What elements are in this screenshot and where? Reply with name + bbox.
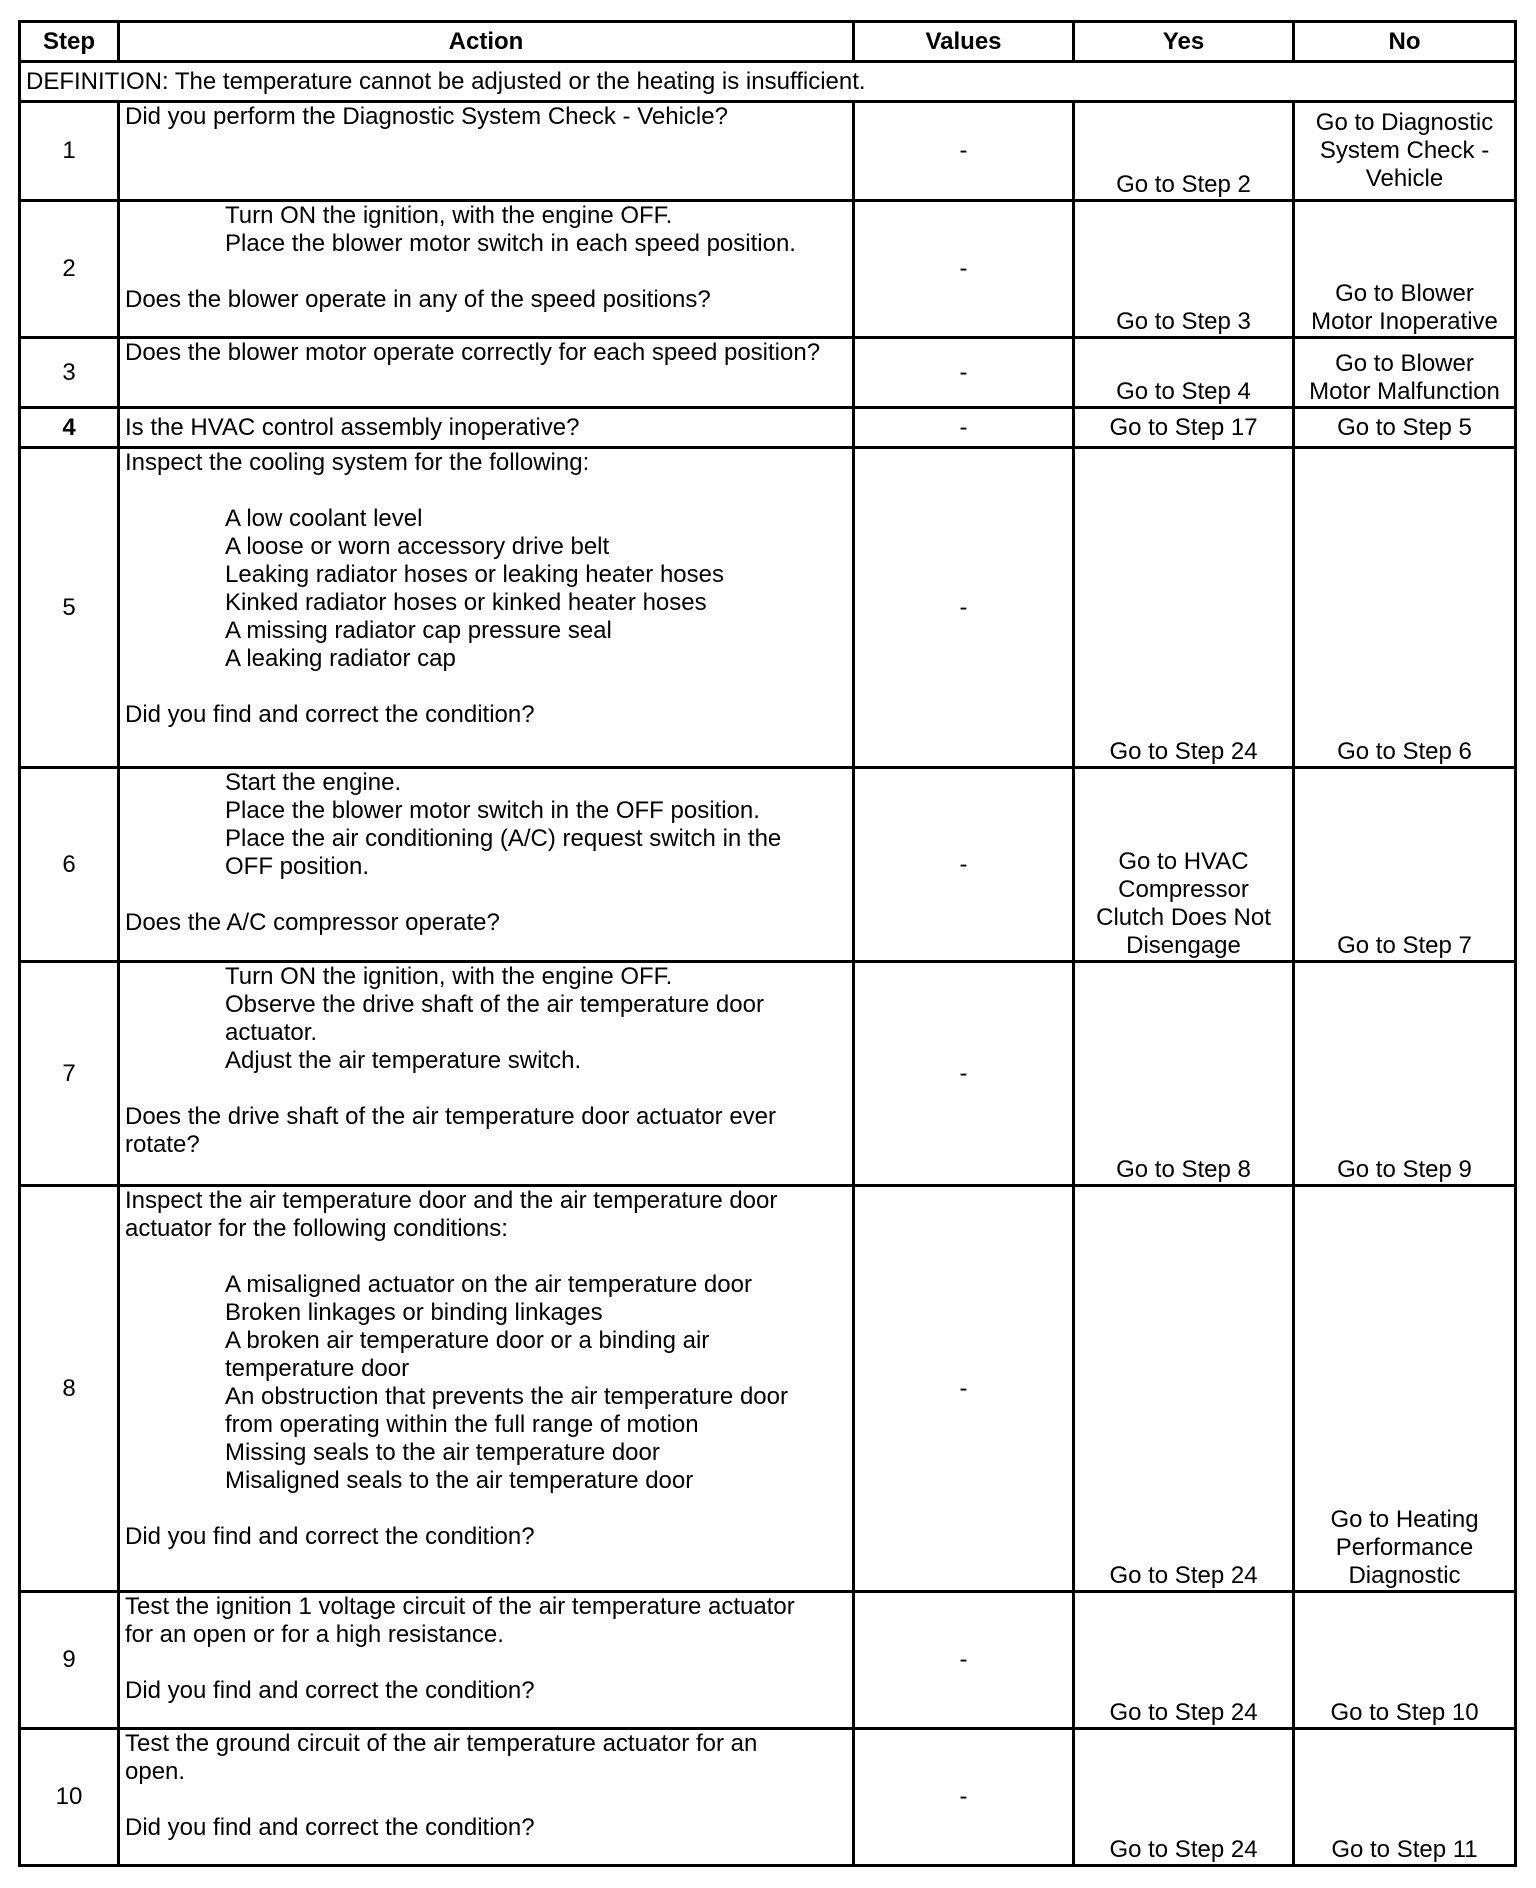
no-line: Motor Malfunction: [1309, 378, 1500, 405]
step-number: 8: [20, 1186, 119, 1592]
action-item: from operating within the full range of motion: [225, 1411, 699, 1438]
table-row: [20, 338, 1516, 408]
action-intro: for an open or for a high resistance.: [125, 1621, 504, 1648]
no-line: Motor Inoperative: [1311, 308, 1498, 335]
yes-cell: Go to Step 24: [1074, 1592, 1294, 1729]
yes-cell: Go to Step 24: [1074, 448, 1294, 768]
action-item: Turn ON the ignition, with the engine OFF.: [225, 963, 673, 990]
step-number: 2: [20, 201, 119, 338]
action-item: Start the engine.: [225, 769, 402, 796]
action-cell: [119, 1592, 854, 1729]
table-row: [20, 1729, 1516, 1866]
step-number: 9: [20, 1592, 119, 1729]
action-intro: Test the ground circuit of the air temperature actuator for an: [125, 1730, 758, 1757]
action-item: temperature door: [225, 1355, 410, 1382]
yes-line: Clutch Does Not: [1096, 904, 1271, 931]
action-item: Misaligned seals to the air temperature door: [225, 1467, 694, 1494]
no-cell: [1294, 768, 1516, 962]
action-item: A broken air temperature door or a binding air: [225, 1327, 710, 1354]
action-cell: [119, 1729, 854, 1866]
values-cell: -: [854, 448, 1074, 768]
action-question: Does the A/C compressor operate?: [125, 909, 500, 936]
action-question: Did you find and correct the condition?: [125, 1814, 535, 1841]
header-values: Values: [854, 22, 1074, 62]
step-number: 6: [20, 768, 119, 962]
no-line: Go to Step 10: [1330, 1699, 1479, 1726]
yes-line: Compressor: [1118, 876, 1249, 903]
no-line: Go to Step 9: [1337, 1156, 1472, 1183]
action-cell: [119, 201, 854, 338]
yes-cell: Go to Step 17: [1074, 408, 1294, 448]
action-item: A leaking radiator cap: [225, 645, 456, 672]
action-item: Place the air conditioning (A/C) request switch in the: [225, 825, 782, 852]
action-cell: [119, 962, 854, 1186]
header-no: No: [1294, 22, 1516, 62]
action-question: Did you find and correct the condition?: [125, 701, 535, 728]
action-intro: Inspect the air temperature door and the air temperature door: [125, 1187, 778, 1214]
yes-cell: Go to Step 24: [1074, 1186, 1294, 1592]
table-row: [20, 448, 1516, 768]
action-item: Turn ON the ignition, with the engine OFF.: [225, 202, 673, 229]
step-number: 3: [20, 338, 119, 408]
yes-line: Go to HVAC: [1118, 848, 1249, 875]
step-number: 5: [20, 448, 119, 768]
no-line: Diagnostic: [1348, 1562, 1461, 1589]
action-item: Place the blower motor switch in each speed position.: [225, 230, 796, 257]
values-cell: -: [854, 768, 1074, 962]
no-line: Performance: [1335, 1534, 1474, 1561]
yes-cell: Go to Step 3: [1074, 201, 1294, 338]
header-action: Action: [119, 22, 854, 62]
no-cell: [1294, 1186, 1516, 1592]
table-row: [20, 768, 1516, 962]
action-intro: actuator for the following conditions:: [125, 1215, 508, 1242]
action-question: Did you find and correct the condition?: [125, 1677, 535, 1704]
action-item: Missing seals to the air temperature door: [225, 1439, 660, 1466]
action-intro: Does the blower motor operate correctly for each speed position?: [125, 339, 821, 366]
action-cell: [119, 338, 854, 408]
action-question: Does the blower operate in any of the speed positions?: [125, 286, 711, 313]
yes-cell: Go to Step 24: [1074, 1729, 1294, 1866]
action-item: actuator.: [225, 1019, 318, 1046]
action-intro: Inspect the cooling system for the following:: [125, 449, 590, 476]
values-cell: -: [854, 201, 1074, 338]
no-line: Go to Blower: [1335, 350, 1474, 377]
table-row: [20, 962, 1516, 1186]
values-cell: -: [854, 338, 1074, 408]
no-cell: [1294, 201, 1516, 338]
no-line: Vehicle: [1365, 165, 1444, 192]
header-step: Step: [20, 22, 119, 62]
action-item: Place the blower motor switch in the OFF position.: [225, 797, 760, 824]
diagnostic-table: [18, 20, 1517, 1867]
action-item: OFF position.: [225, 853, 370, 880]
yes-line: Disengage: [1126, 932, 1241, 959]
action-cell: [119, 1186, 854, 1592]
action-intro: open.: [125, 1758, 186, 1785]
values-cell: -: [854, 1186, 1074, 1592]
action-item: Leaking radiator hoses or leaking heater hoses: [225, 561, 724, 588]
values-cell: -: [854, 408, 1074, 448]
action-intro: Did you perform the Diagnostic System Check - Vehicle?: [125, 103, 728, 130]
table-row: [20, 201, 1516, 338]
action-item: Observe the drive shaft of the air temperature door: [225, 991, 764, 1018]
no-line: Go to Step 5: [1337, 413, 1472, 441]
values-cell: -: [854, 102, 1074, 201]
action-cell: [119, 768, 854, 962]
action-intro: Test the ignition 1 voltage circuit of the air temperature actuator: [125, 1593, 795, 1620]
no-line: Go to Step 6: [1337, 738, 1472, 765]
action-item: Adjust the air temperature switch.: [225, 1047, 582, 1074]
table-row: [20, 1186, 1516, 1592]
yes-cell: Go to Step 2: [1074, 102, 1294, 201]
action-cell: [119, 448, 854, 768]
table-row: [20, 408, 1516, 448]
action-cell: [119, 408, 854, 448]
no-line: Go to Heating: [1330, 1506, 1479, 1533]
yes-cell: [1074, 768, 1294, 962]
step-number: 4: [20, 408, 119, 448]
action-question: rotate?: [125, 1131, 200, 1158]
no-cell: [1294, 1592, 1516, 1729]
values-cell: -: [854, 1592, 1074, 1729]
no-line: Go to Blower: [1335, 280, 1474, 307]
no-line: Go to Step 11: [1331, 1836, 1478, 1863]
header-yes: Yes: [1074, 22, 1294, 62]
action-item: A loose or worn accessory drive belt: [225, 533, 610, 560]
step-number: 7: [20, 962, 119, 1186]
no-cell: [1294, 102, 1516, 201]
step-number: 1: [20, 102, 119, 201]
definition-text: DEFINITION: The temperature cannot be adjusted or the heating is insufficient.: [20, 62, 1516, 102]
action-item: Broken linkages or binding linkages: [225, 1299, 603, 1326]
action-question: Does the drive shaft of the air temperature door actuator ever: [125, 1103, 777, 1130]
header-row: [20, 22, 1516, 62]
action-intro: Is the HVAC control assembly inoperative?: [125, 413, 580, 441]
action-question: Did you find and correct the condition?: [125, 1523, 535, 1550]
yes-cell: Go to Step 8: [1074, 962, 1294, 1186]
action-item: A missing radiator cap pressure seal: [225, 617, 612, 644]
values-cell: -: [854, 962, 1074, 1186]
action-item: A low coolant level: [225, 505, 423, 532]
action-item: Kinked radiator hoses or kinked heater hoses: [225, 589, 707, 616]
no-cell: [1294, 338, 1516, 408]
action-item: An obstruction that prevents the air temperature door: [225, 1383, 788, 1410]
definition-row: [20, 62, 1516, 102]
table-row: [20, 1592, 1516, 1729]
no-cell: [1294, 1729, 1516, 1866]
yes-cell: Go to Step 4: [1074, 338, 1294, 408]
action-cell: [119, 102, 854, 201]
action-item: A misaligned actuator on the air temperature door: [225, 1271, 752, 1298]
no-cell: [1294, 408, 1516, 448]
no-line: System Check -: [1319, 137, 1490, 164]
no-line: Go to Diagnostic: [1315, 109, 1494, 136]
table-row: [20, 102, 1516, 201]
no-line: Go to Step 7: [1337, 932, 1472, 959]
no-cell: [1294, 962, 1516, 1186]
step-number: 10: [20, 1729, 119, 1866]
no-cell: [1294, 448, 1516, 768]
values-cell: -: [854, 1729, 1074, 1866]
